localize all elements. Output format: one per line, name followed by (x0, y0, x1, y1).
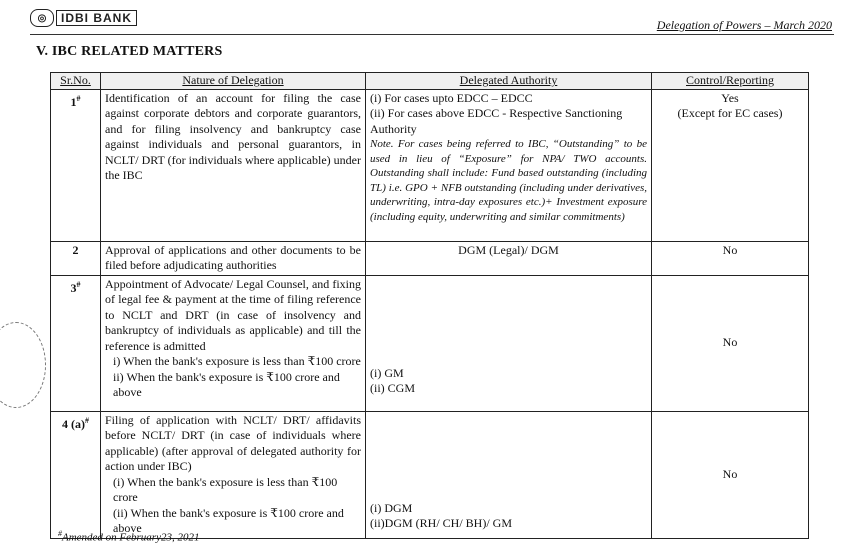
sub-item: ii) When the bank's exposure is ₹100 crore and above (113, 369, 340, 399)
row-authority (366, 89, 652, 241)
row-authority: DGM (Legal)/ DGM (366, 241, 652, 275)
delegation-table (50, 72, 809, 539)
row-control: No (652, 241, 809, 275)
logo-text: IDBI BANK (56, 10, 137, 26)
sub-item: i) When the bank's exposure is less than ₹100 crore (113, 354, 361, 368)
authority-line: (i) GM (370, 365, 404, 380)
row-srno: 1# (51, 89, 101, 241)
table-row (51, 275, 809, 411)
row-control: No (652, 275, 809, 411)
row-nature: Identification of an account for filing the case against corporate debtors and corporate guarantors, and for filing insolvency and bankruptcy case against individuals and personal guarantors, in NCLT/ DRT (for individuals where applicable) under the IBC (101, 89, 366, 241)
stamp-mark (0, 322, 46, 408)
amended-mark: # (76, 93, 81, 103)
footnote: #Amended on February23, 2021 (58, 529, 200, 544)
authority-line: (ii) For cases above EDCC - Respective Sanctioning Authority (370, 106, 623, 136)
header-nature: Nature of Delegation (101, 73, 366, 90)
row-srno: 4 (a)# (51, 411, 101, 538)
row-control: Yes (Except for EC cases) (652, 89, 809, 241)
row-srno: 2 (51, 241, 101, 275)
amended-mark: # (76, 279, 81, 289)
row-nature: Approval of applications and other documents to be filed before adjudicating authorities (101, 241, 366, 275)
sub-item: (i) When the bank's exposure is less than ₹100 crore (113, 474, 338, 504)
amended-mark: # (85, 415, 89, 425)
document-title: Delegation of Powers – March 2020 (656, 18, 832, 32)
authority-line: (ii) CGM (370, 381, 415, 395)
row-srno: 3# (51, 275, 101, 411)
header-authority: Delegated Authority (366, 73, 652, 90)
header-divider (30, 34, 834, 35)
authority-line: (i) DGM (370, 500, 413, 515)
authority-note: Note. For cases being referred to IBC, “Outstanding” to be used in lieu of “Exposure” for NPA/ TWO accounts. Outstanding shall include: Fund based outstanding (including TL) i.e. GPO + NFB outstanding (including under derivatives, underwriting, intra-day exposures etc.)+ Investment exposure (including equity, underwriting and similar commitments) (370, 138, 647, 223)
header-srno: Sr.No. (51, 73, 101, 90)
table-row (51, 241, 809, 275)
header-control: Control/Reporting (652, 73, 809, 90)
row-authority (366, 275, 652, 411)
bank-logo (30, 9, 137, 27)
row-nature: Appointment of Advocate/ Legal Counsel, and fixing of legal fee & payment at the time of filing reference to NCLT and DRT (in case of insolvency and bankruptcy of individuals as applicable) and till the reference is admitted i) When the bank's exposure is less than ₹100 crore ii) When the bank's exposure is ₹100 crore and above (101, 275, 366, 411)
authority-line: (ii)DGM (RH/ CH/ BH)/ GM (370, 516, 513, 530)
row-nature: Filing of application with NCLT/ DRT/ affidavits before NCLT/ DRT (in case of individuals where applicable) (after approval of delegated authority for action under IBC) (i) When the bank's exposure is less than ₹100 crore (ii) When the bank's exposure is ₹100 crore and above (101, 411, 366, 538)
table-row (51, 89, 809, 241)
authority-line: (i) For cases upto EDCC – EDCC (370, 90, 533, 105)
row-authority (366, 411, 652, 538)
row-control: No (652, 411, 809, 538)
sub-item: (ii) When the bank's exposure is ₹100 crore and above (113, 505, 344, 535)
section-title: V. IBC RELATED MATTERS (36, 44, 223, 59)
logo-emblem-icon: ◎ (30, 9, 54, 27)
table-row (51, 411, 809, 538)
table-header-row (51, 73, 809, 90)
